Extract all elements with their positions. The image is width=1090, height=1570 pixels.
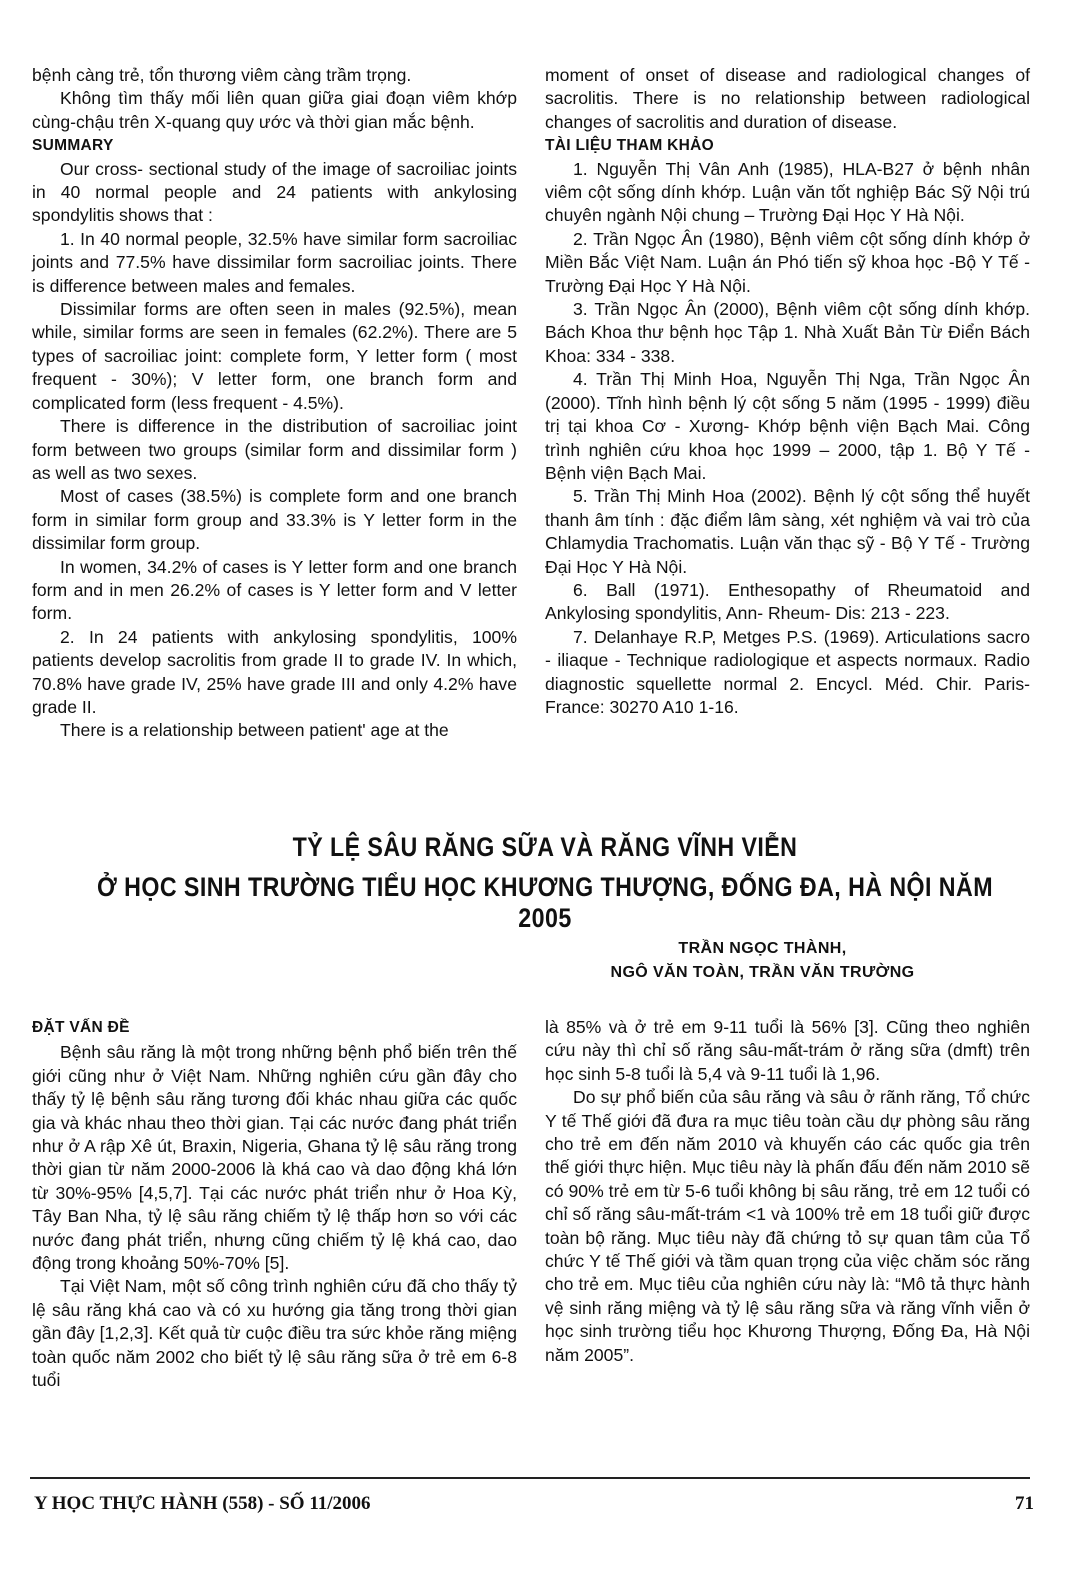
reference-item: 2. Trần Ngọc Ân (1980), Bệnh viêm cột sống dính khớp ở Miền Bắc Việt Nam. Luận án Phó tiến sỹ khoa học -Bộ Y Tế - Trường Đại Học Y Hà Nội.: [545, 228, 1030, 296]
reference-item: 3. Trần Ngọc Ân (2000), Bệnh viêm cột sống dính khớp. Bách Khoa thư bệnh học Tập 1. Nhà Xuất Bản Từ Điển Bách Khoa: 334 - 338.: [545, 299, 1030, 366]
summary-heading: SUMMARY: [32, 137, 114, 155]
article-title-line-1: TỶ LỆ SÂU RĂNG SỮA VÀ RĂNG VĨNH VIỄN: [292, 832, 798, 862]
reference-item: 6. Ball (1971). Enthesopathy of Rheumatoid and Ankylosing spondylitis, Ann- Rheum- Dis: 213 - 223.: [545, 579, 1030, 624]
reference-item: 1. Nguyễn Thị Vân Anh (1985), HLA-B27 ở bệnh nhân viêm cột sống dính khớp. Luận văn tốt nghiệp Bác Sỹ Nội trú chuyên ngành Nội chung – Trường Đại Học Y Hà Nội.: [545, 158, 1030, 226]
reference-item: 5. Trần Thị Minh Hoa (2002). Bệnh lý cột sống thể huyết thanh âm tính : đặc điểm lâm sàng, xét nghiệm và vai trò của Chlamydia Trachomatis. Luận văn thạc sỹ - Bộ Y Tế - Trường Đại Học Y Hà Nội.: [545, 486, 1030, 577]
authors-line-2: NGÔ VĂN TOÀN, TRẦN VĂN TRƯỜNG: [610, 964, 915, 981]
paragraph: Most of cases (38.5%) is complete form and one branch form in similar form group and 33.3% is Y letter form in the dissimilar form group.: [32, 486, 517, 554]
footer-divider: [30, 1477, 1030, 1479]
journal-issue: Y HỌC THỰC HÀNH (558) - SỐ 11/2006: [34, 1493, 371, 1514]
paragraph: There is difference in the distribution of sacroiliac joint form between two groups (similar form and dissimilar form ) as well as two sexes.: [32, 416, 517, 483]
section-heading: ĐẶT VẤN ĐỀ: [32, 1019, 130, 1036]
paragraph: Do sự phổ biến của sâu răng và sâu ở rãnh răng, Tổ chức Y tế Thế giới đã đưa ra mục tiêu toàn cầu dự phòng sâu răng cho trẻ em đến năm 2010 và khuyến cáo các quốc gia trên thế giới thực hiện. Mục tiêu này là phấn đấu đến năm 2010 sẽ có 90% trẻ em từ 5-6 tuổi không bị sâu răng, trẻ em 12 tuổi có chỉ số răng sâu-mất-trám <1 và 100% trẻ em 18 tuổi giữ được toàn bộ răng. Mục tiêu này đã chứng tỏ sự quan tâm của Tổ chức Y tế Thế giới và tầm quan trọng của việc chăm sóc răng cho trẻ em. Mục tiêu của nghiên cứu này là: “Mô tả thực hành vệ sinh răng miệng và tỷ lệ sâu răng sữa và răng vĩnh viễn ở học sinh trường tiểu học Khương Thượng, Đống Đa, Hà Nội năm 2005”.: [545, 1087, 1030, 1365]
paragraph: In women, 34.2% of cases is Y letter form and one branch form and in men 26.2% of cases is Y letter form and V letter form.: [32, 556, 517, 624]
article-left-column: [32, 1016, 517, 1393]
paragraph: Dissimilar forms are often seen in males (92.5%), mean while, similar forms are seen in females (62.2%). There are 5 types of sacroiliac joint: complete form, Y letter form ( most frequent - 30%); V letter form, one branch form and complicated form (less frequent - 4.5%).: [32, 299, 517, 413]
authors-line-1: TRẦN NGỌC THÀNH,: [678, 940, 847, 957]
page-number: 71: [1015, 1493, 1034, 1514]
paragraph: moment of onset of disease and radiological changes of sacrolitis. There is no relationship between radiological changes of sacrolitis and duration of disease.: [545, 65, 1030, 132]
paragraph: There is a relationship between patient' age at the: [60, 720, 449, 741]
references-heading: TÀI LIỆU THAM KHẢO: [545, 137, 714, 155]
paragraph: Không tìm thấy mối liên quan giữa giai đoạn viêm khớp cùng-chậu trên X-quang quy ước và thời gian mắc bệnh.: [32, 88, 517, 132]
paragraph: 1. In 40 normal people, 32.5% have similar form sacroiliac joints and 77.5% have dissimilar form sacroiliac joints. There is difference between males and females.: [32, 228, 517, 296]
paragraph: Tại Việt Nam, một số công trình nghiên cứu đã cho thấy tỷ lệ sâu răng khá cao và có xu hướng gia tăng trong thời gian gần đây [1,2,3]. Kết quả từ cuộc điều tra sức khỏe răng miệng toàn quốc năm 2002 cho biết tỷ lệ sâu răng sữa ở trẻ em 6-8 tuổi: [32, 1276, 517, 1391]
reference-item: 4. Trần Thị Minh Hoa, Nguyễn Thị Nga, Trần Ngọc Ân (2000). Tĩnh hình bệnh lý cột sống 5 năm (1995 - 1999) điều trị tại khoa Cơ - Xương- Khớp bệnh viện Bạch Mai. Công trình nghiên cứu khoa học 1999 – 2000, tập 1. Bộ Y Tế - Bệnh viện Bạch Mai.: [545, 369, 1030, 483]
paragraph: là 85% và ở trẻ em 9-11 tuổi là 56% [3]. Cũng theo nghiên cứu này thì chỉ số răng sâu-mất-trám ở răng sữa (dmft) trên học sinh 5-8 tuổi là 5,4 và 9-11 tuổi là 1,96.: [545, 1017, 1030, 1084]
article-title-line-2: Ở HỌC SINH TRƯỜNG TIỂU HỌC KHƯƠNG THƯỢNG, ĐỐNG ĐA, HÀ NỘI NĂM 2005: [97, 872, 993, 933]
article-right-column: [545, 1016, 1030, 1367]
previous-article-right-column: [545, 64, 1030, 719]
paragraph: bệnh càng trẻ, tổn thương viêm càng trầm trọng.: [32, 65, 412, 85]
reference-item: 7. Delanhaye R.P, Metges P.S. (1969). Articulations sacro - iliaque - Technique radiologique et aspects normaux. Radio diagnostic squellette normal 2. Encycl. Méd. Chir. Paris- France: 30270 A10 1-16.: [545, 626, 1030, 717]
paragraph: Bệnh sâu răng là một trong những bệnh phổ biến trên thế giới cũng như ở Việt Nam. Những nghiên cứu gần đây cho thấy tỷ lệ bệnh sâu răng tương đối khác nhau giữa các quốc gia và khác nhau theo thời gian. Tại các nước đang phát triển như ở A rập Xê út, Braxin, Nigeria, Ghana tỷ lệ sâu răng trong thời gian từ năm 2000-2006 là khá cao và dao động khá lớn từ 30%-95% [4,5,7]. Tại các nước phát triển như ở Hoa Kỳ, Tây Ban Nha, tỷ lệ sâu răng chiếm tỷ lệ thấp hơn so với các nước đang phát triển, nhưng cũng chiếm tỷ lệ khá cao, dao động trong khoảng 50%-70% [5].: [32, 1042, 517, 1274]
paragraph: Our cross- sectional study of the image of sacroiliac joints in 40 normal people and 24 patients with ankylosing spondylitis shows that :: [32, 158, 517, 226]
previous-article-left-column: [32, 64, 517, 743]
paragraph: 2. In 24 patients with ankylosing spondylitis, 100% patients develop sacrolitis from grade II to grade IV. In which, 70.8% have grade IV, 25% have grade III and only 4.2% have grade II.: [32, 626, 517, 717]
